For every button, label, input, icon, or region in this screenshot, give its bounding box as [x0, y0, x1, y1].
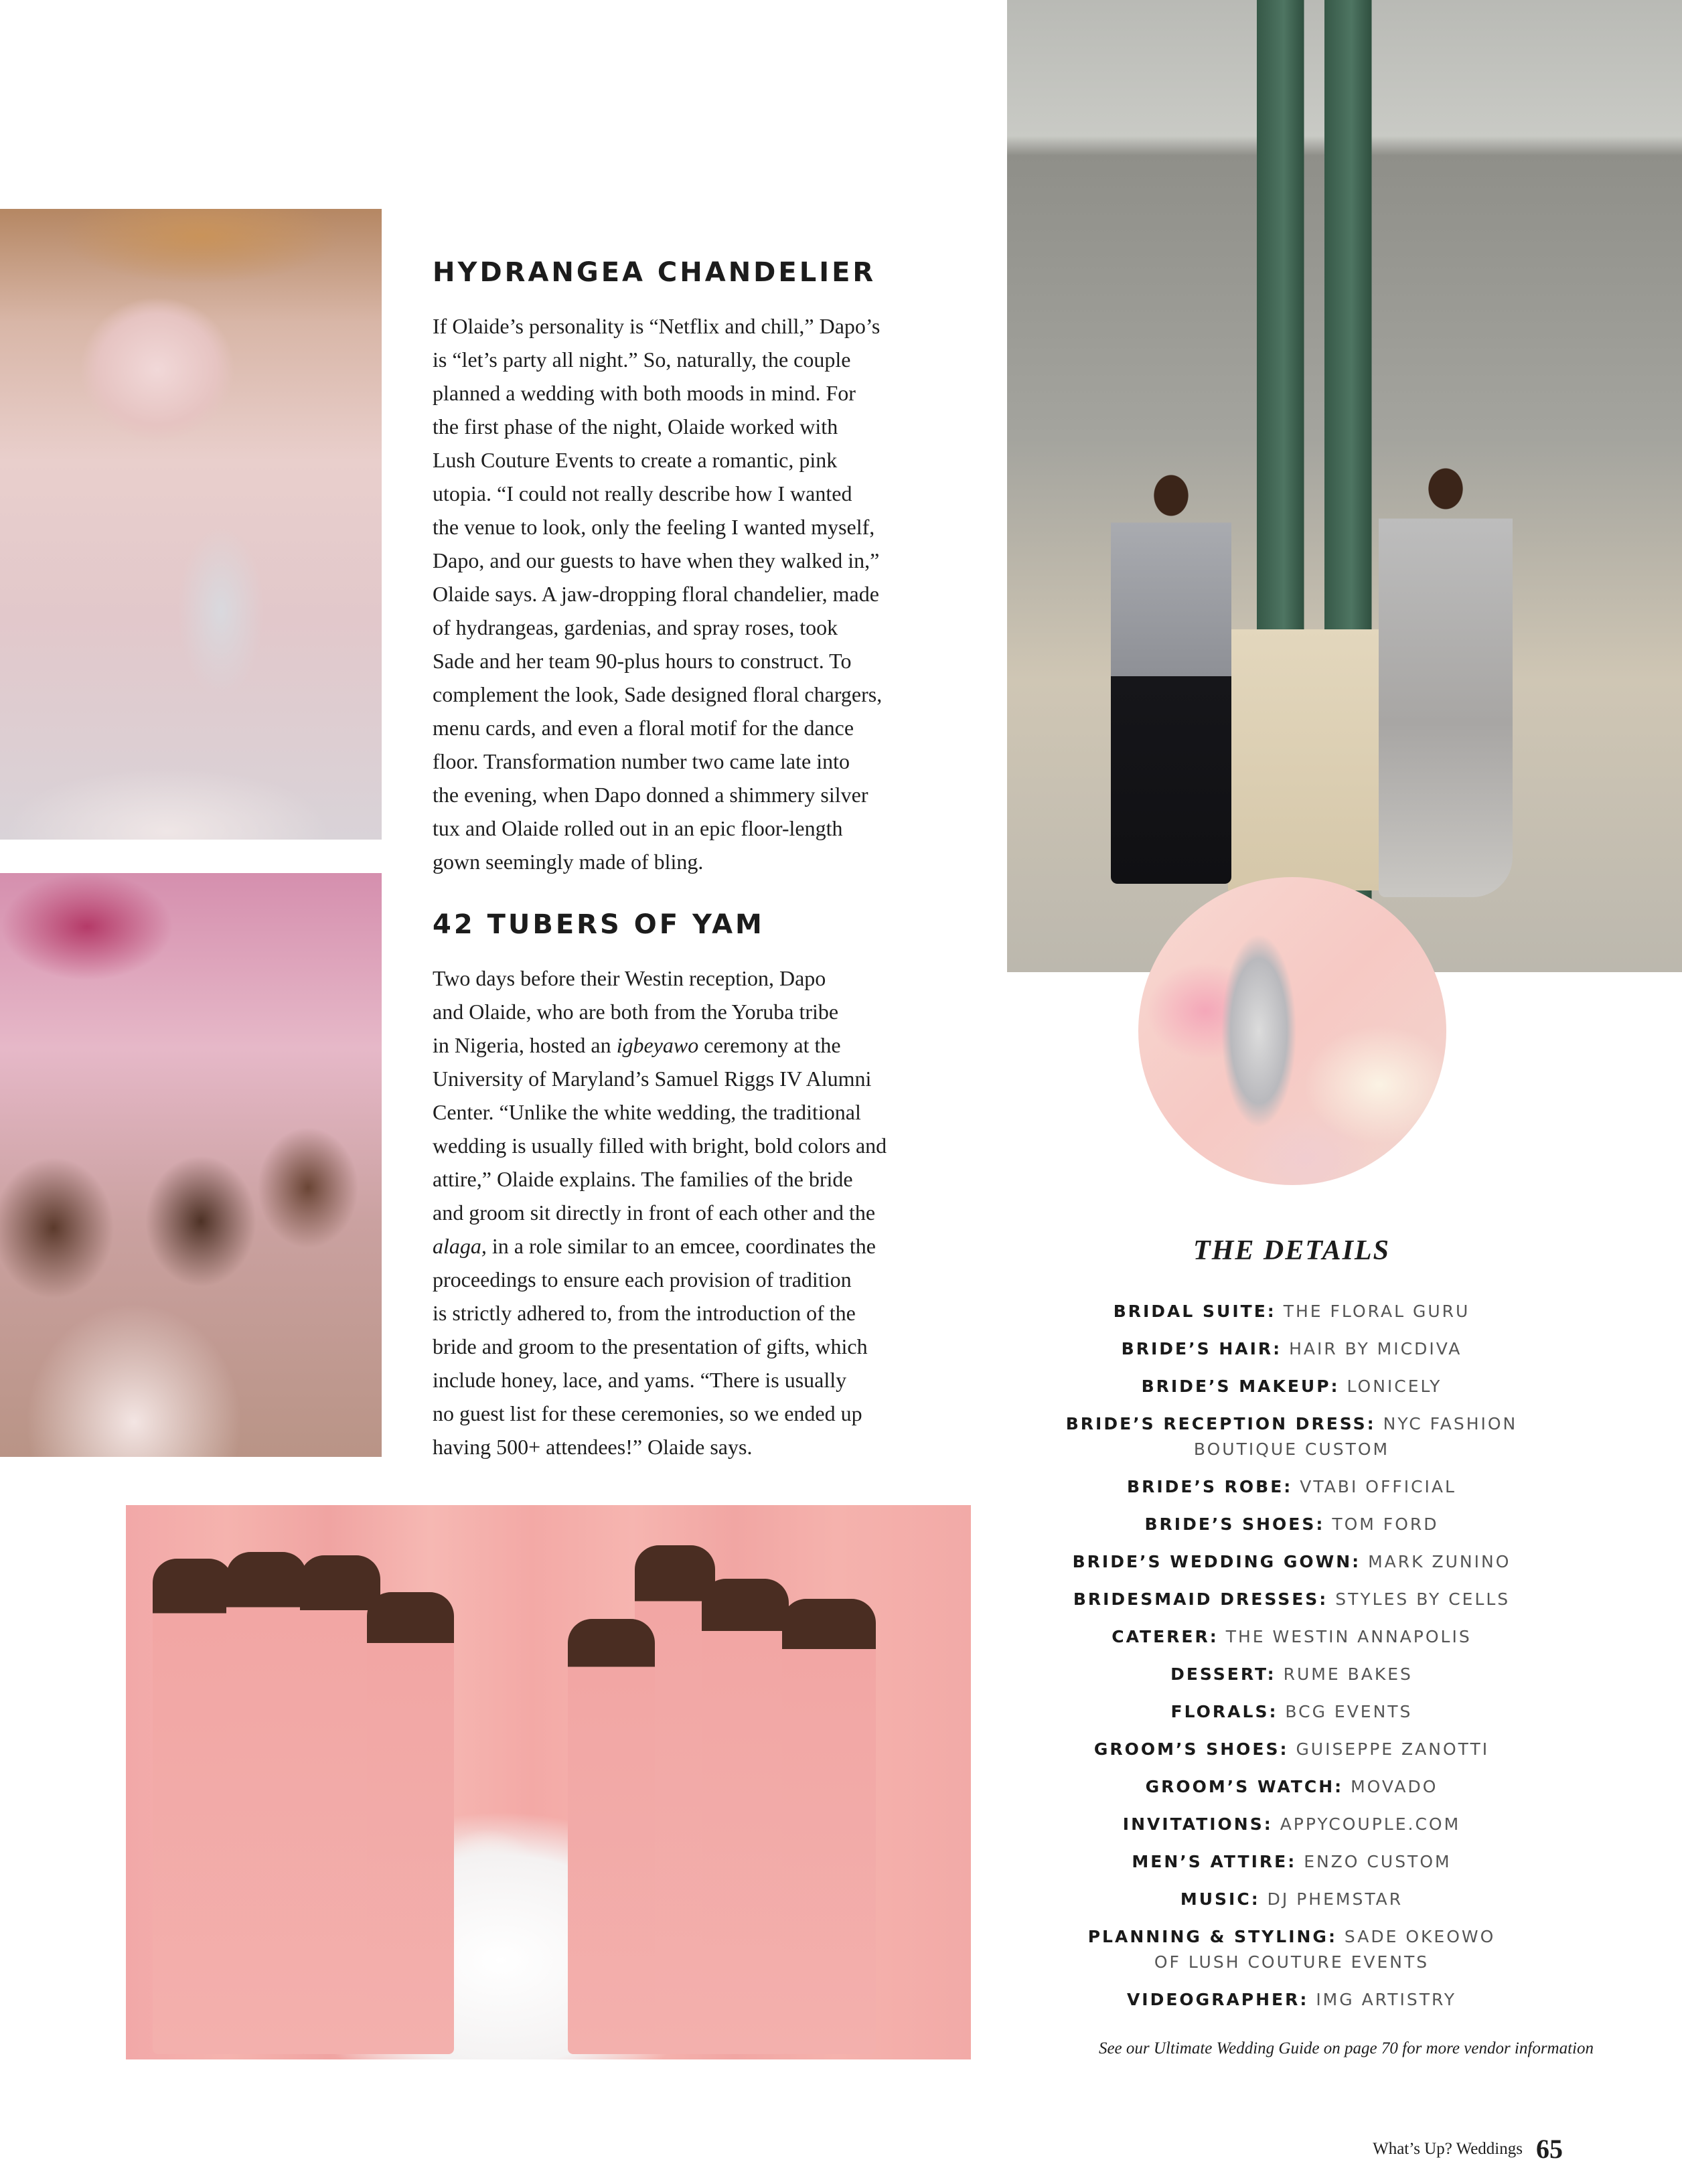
vendor-value-continued: BOUTIQUE CUSTOM	[1193, 1439, 1390, 1459]
vendor-label: MUSIC:	[1180, 1889, 1260, 1909]
vendor-label: BRIDE’S SHOES:	[1144, 1514, 1325, 1534]
bridesmaid-figure	[782, 1599, 876, 2054]
vendor-label: BRIDE’S WEDDING GOWN:	[1072, 1552, 1361, 1571]
bridesmaid-figure	[702, 1579, 789, 2054]
publication-name: What’s Up? Weddings	[1373, 2139, 1523, 2158]
vendor-item	[1061, 1699, 1523, 1725]
vendor-item	[1061, 1737, 1523, 1762]
body-line: utopia. “I could not really describe how I wanted	[433, 481, 852, 505]
vendor-label: DESSERT:	[1170, 1664, 1276, 1684]
body-line: planned a wedding with both moods in mind. For	[433, 381, 856, 405]
body-line: no guest list for these ceremonies, so we ended up	[433, 1401, 862, 1425]
body-line: the first phase of the night, Olaide worked with	[433, 414, 838, 439]
vendor-label: BRIDE’S ROBE:	[1127, 1477, 1293, 1496]
body-line: the venue to look, only the feeling I wanted myself,	[433, 515, 875, 539]
vendor-item	[1061, 1587, 1523, 1612]
body-line: the evening, when Dapo donned a shimmery silver	[433, 783, 868, 807]
details-title: THE DETAILS	[1193, 1235, 1390, 1266]
vendor-value: DJ PHEMSTAR	[1267, 1889, 1403, 1909]
body-line	[433, 1229, 968, 1263]
vendor-label: FLORALS:	[1170, 1702, 1278, 1721]
vendor-value: SADE OKEOWO	[1344, 1927, 1496, 1946]
body-line: of hydrangeas, gardenias, and spray roses, took	[433, 615, 838, 639]
vendor-item	[1061, 1374, 1523, 1399]
body-line: bride and groom to the presentation of gifts, which	[433, 1334, 868, 1358]
wedding-guests-photo	[0, 873, 382, 1457]
couple-portrait-photo	[1007, 0, 1682, 972]
bridesmaid-figure	[226, 1552, 307, 2054]
vendor-value: RUME BAKES	[1283, 1664, 1413, 1684]
vendor-item	[1061, 1411, 1523, 1462]
vendor-item	[1061, 1474, 1523, 1500]
vendor-item	[1061, 1924, 1523, 1975]
vendor-value: VTABI OFFICIAL	[1300, 1477, 1456, 1496]
body-copy-hydrangea-chandelier	[433, 309, 968, 878]
body-line: is strictly adhered to, from the introduction of the	[433, 1301, 856, 1325]
reception-table-photo	[0, 209, 382, 840]
vendor-value: BCG EVENTS	[1285, 1702, 1413, 1721]
vendor-label: GROOM’S SHOES:	[1093, 1739, 1289, 1759]
vendor-details-list	[1061, 1299, 1523, 2025]
body-line: Lush Couture Events to create a romantic, pink	[433, 448, 838, 472]
body-line: gown seemingly made of bling.	[433, 850, 704, 874]
body-line: complement the look, Sade designed floral chargers,	[433, 682, 883, 706]
vendor-item	[1061, 1549, 1523, 1575]
bride-figure	[1379, 462, 1513, 897]
body-line: University of Maryland’s Samuel Riggs IV Alumni	[433, 1067, 872, 1091]
vendor-value: IMG ARTISTRY	[1316, 1990, 1457, 2009]
vendor-label: BRIDE’S MAKEUP:	[1141, 1377, 1340, 1396]
body-line: tux and Olaide rolled out in an epic floor-length	[433, 816, 843, 840]
body-line: floor. Transformation number two came late into	[433, 749, 850, 773]
vendor-item	[1061, 1887, 1523, 1912]
body-copy-tubers-of-yam	[433, 961, 968, 1464]
vendor-label: BRIDAL SUITE:	[1113, 1302, 1276, 1321]
vendor-item	[1061, 1336, 1523, 1362]
vendor-label: BRIDE’S RECEPTION DRESS:	[1065, 1414, 1376, 1433]
body-line: menu cards, and even a floral motif for the dance	[433, 716, 854, 740]
vendor-label: BRIDE’S HAIR:	[1121, 1339, 1282, 1358]
vendor-label: GROOM’S WATCH:	[1145, 1777, 1344, 1796]
italic-term: igbeyawo	[616, 1033, 699, 1057]
bridesmaid-figure	[153, 1559, 233, 2054]
body-line-segment: in Nigeria, hosted an	[433, 1033, 617, 1057]
vendor-label: INVITATIONS:	[1122, 1814, 1273, 1834]
vendor-value: HAIR BY MICDIVA	[1289, 1339, 1462, 1358]
body-line: is “let’s party all night.” So, naturally, the couple	[433, 347, 851, 372]
vendor-value: APPYCOUPLE.COM	[1280, 1814, 1461, 1834]
vendor-item	[1061, 1512, 1523, 1537]
groom-figure	[1111, 469, 1231, 884]
vendor-label: VIDEOGRAPHER:	[1126, 1990, 1309, 2009]
body-line: and groom sit directly in front of each other and the	[433, 1200, 876, 1225]
body-line: having 500+ attendees!” Olaide says.	[433, 1435, 753, 1459]
body-line: Sade and her team 90-plus hours to construct. To	[433, 649, 852, 673]
vendor-value-continued: OF LUSH COUTURE EVENTS	[1154, 1952, 1430, 1972]
body-line-segment: in a role similar to an emcee, coordinates the	[486, 1234, 876, 1258]
vendor-label: CATERER:	[1112, 1627, 1219, 1646]
body-line: Center. “Unlike the white wedding, the traditional	[433, 1100, 861, 1124]
body-line: attire,” Olaide explains. The families of the bride	[433, 1167, 853, 1191]
body-line: wedding is usually filled with bright, bold colors and	[433, 1134, 887, 1158]
bridesmaid-figure	[568, 1619, 655, 2054]
vendor-item	[1061, 1987, 1523, 2013]
vendor-value: MARK ZUNINO	[1368, 1552, 1511, 1571]
vendor-item	[1061, 1624, 1523, 1650]
body-line: Two days before their Westin reception, Dapo	[433, 966, 826, 990]
page-number: 65	[1536, 2134, 1563, 2164]
vendor-value: THE WESTIN ANNAPOLIS	[1225, 1627, 1472, 1646]
vendor-value: NYC FASHION	[1383, 1414, 1518, 1433]
vendor-item	[1061, 1812, 1523, 1837]
gown-display-circle-photo	[1138, 877, 1446, 1185]
italic-term: alaga,	[433, 1234, 487, 1258]
vendor-value: ENZO CUSTOM	[1304, 1852, 1452, 1871]
vendor-value: GUISEPPE ZANOTTI	[1296, 1739, 1490, 1759]
body-line: Dapo, and our guests to have when they walked in,”	[433, 548, 880, 572]
body-line: and Olaide, who are both from the Yoruba tribe	[433, 1000, 839, 1024]
body-line	[433, 1028, 968, 1062]
vendor-value: TOM FORD	[1332, 1514, 1439, 1534]
vendor-value: STYLES BY CELLS	[1335, 1589, 1511, 1609]
vendor-item	[1061, 1662, 1523, 1687]
vendor-label: BRIDESMAID DRESSES:	[1073, 1589, 1328, 1609]
vendor-guide-footnote: See our Ultimate Wedding Guide on page 70 for more vendor information	[1098, 2039, 1594, 2057]
body-line: If Olaide’s personality is “Netflix and chill,” Dapo’s	[433, 314, 881, 338]
vendor-label: MEN’S ATTIRE:	[1132, 1852, 1297, 1871]
bridesmaid-figure	[367, 1592, 454, 2054]
body-line: proceedings to ensure each provision of tradition	[433, 1267, 852, 1292]
bridal-party-photo	[126, 1505, 971, 2059]
body-line: include honey, lace, and yams. “There is usually	[433, 1368, 847, 1392]
section-heading-hydrangea-chandelier: HYDRANGEA CHANDELIER	[433, 257, 876, 288]
vendor-label: PLANNING & STYLING:	[1087, 1927, 1337, 1946]
page-folio	[1373, 2133, 1563, 2165]
body-line: Olaide says. A jaw-dropping floral chandelier, made	[433, 582, 879, 606]
vendor-item	[1061, 1849, 1523, 1875]
vendor-item	[1061, 1774, 1523, 1800]
vendor-value: LONICELY	[1347, 1377, 1442, 1396]
vendor-item	[1061, 1299, 1523, 1324]
body-line-segment: ceremony at the	[698, 1033, 841, 1057]
vendor-value: MOVADO	[1351, 1777, 1438, 1796]
vendor-value: THE FLORAL GURU	[1283, 1302, 1470, 1321]
section-heading-tubers-of-yam: 42 TUBERS OF YAM	[433, 909, 765, 940]
